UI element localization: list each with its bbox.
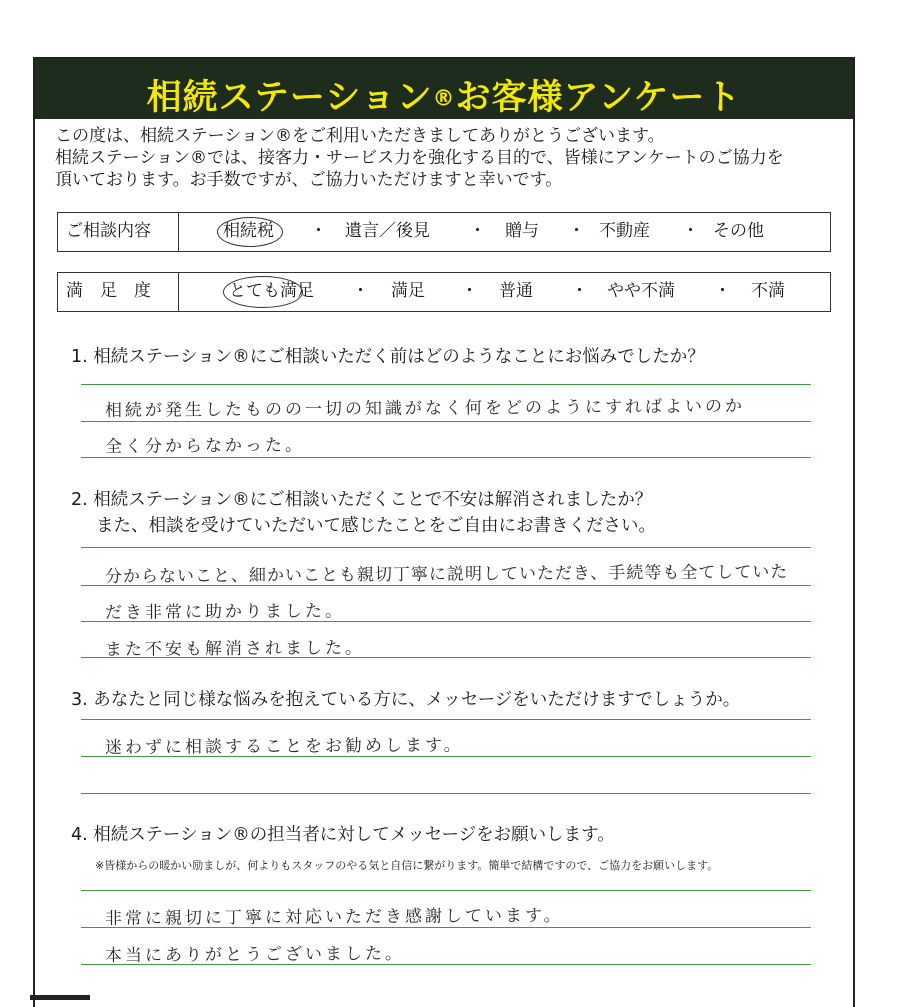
consultation-option-other[interactable]: その他: [713, 221, 764, 241]
answer-4-line-2: 本当にありがとうございました。: [104, 943, 406, 966]
question-number: 1.: [71, 347, 88, 367]
separator-dot: ・: [682, 221, 699, 241]
answer-rule-line: [81, 657, 811, 658]
intro-line-1: この度は、相続ステーション®をご利用いただきましてありがとうございます。: [55, 126, 665, 146]
answer-rule-line: [81, 421, 811, 422]
consultation-type-box: [57, 212, 831, 252]
question-4: [71, 822, 615, 848]
separator-dot: ・: [469, 221, 486, 241]
separator-dot: ・: [568, 221, 585, 241]
selected-circle-mark: [217, 217, 283, 247]
answer-rule-line: [81, 547, 811, 548]
question-2: [71, 487, 656, 539]
answer-rule-line: [81, 927, 811, 928]
question-number: 4.: [71, 825, 88, 845]
consultation-option-will[interactable]: 遺言／後見: [345, 221, 430, 241]
answer-rule-line: [81, 719, 811, 720]
answer-3-line-1: 迷わずに相談することをお勧めします。: [104, 735, 464, 758]
question-number: 2.: [71, 490, 88, 510]
satisfaction-options: [179, 273, 830, 311]
intro-text: [55, 125, 845, 191]
satisfaction-box: [57, 272, 831, 312]
satisfaction-option-neutral[interactable]: 普通: [499, 281, 533, 301]
consultation-options: [179, 213, 830, 251]
answer-rule-line: [81, 756, 811, 757]
title-suffix: お客様アンケート: [455, 78, 742, 118]
answer-rule-line: [81, 457, 811, 458]
separator-dot: ・: [352, 281, 369, 301]
question-text: 相続ステーション®の担当者に対してメッセージをお願いします。: [93, 825, 615, 845]
selected-circle-mark: [223, 276, 303, 308]
answer-2-line-1: 分からないこと、細かいことも親切丁寧に説明していただき、手続等も全てしていた: [104, 562, 789, 587]
satisfaction-option-somewhat-dissatisfied[interactable]: やや不満: [607, 281, 675, 301]
answer-1-line-1: 相続が発生したものの一切の知識がなく何をどのようにすればよいのか: [104, 396, 746, 421]
question-3: [71, 687, 740, 713]
question-number: 3.: [71, 690, 88, 710]
satisfaction-option-very-satisfied[interactable]: とても満足: [229, 281, 314, 301]
title-main: 相続ステーション: [146, 78, 433, 118]
question-text: あなたと同じ様な悩みを抱えている方に、メッセージをいただけますでしょうか。: [93, 690, 741, 710]
answer-2-line-2: だき非常に助かりました。: [104, 601, 346, 623]
question-text: 相続ステーション®にご相談いただく前はどのようなことにお悩みでしたか？: [93, 347, 705, 367]
consultation-label: ご相談内容: [58, 213, 179, 251]
answer-rule-line: [81, 890, 811, 891]
answer-rule-line: [81, 621, 811, 622]
answer-rule-line: [81, 964, 811, 965]
answer-rule-line: [81, 793, 811, 794]
consultation-option-inheritance-tax[interactable]: 相続税: [223, 221, 274, 241]
separator-dot: ・: [714, 281, 731, 301]
answer-1-line-2: 全く分からなかった。: [104, 435, 306, 457]
intro-line-3: 頂いております。お手数ですが、ご協力いただけますと幸いです。: [55, 170, 563, 190]
registered-mark: ®: [432, 86, 456, 112]
footer-mark: [30, 995, 90, 1000]
question-4-note: ※皆様からの暖かい励ましが、何よりもスタッフのやる気と自信に繋がります。簡単で結構ですので、ご協力をお願いします。: [95, 859, 719, 872]
satisfaction-option-dissatisfied[interactable]: 不満: [751, 281, 785, 301]
answer-4-line-1: 非常に親切に丁寧に対応いただき感謝しています。: [104, 905, 564, 929]
answer-2-line-3: また不安も解消されました。: [104, 638, 366, 660]
consultation-option-gift[interactable]: 贈与: [505, 221, 539, 241]
answer-rule-line: [81, 384, 811, 385]
question-text-2: また、相談を受けていただいて感じたことをご自由にお書きください。: [96, 516, 656, 536]
survey-sheet: [33, 57, 855, 1007]
satisfaction-option-satisfied[interactable]: 満足: [391, 281, 425, 301]
satisfaction-label: 満 足 度: [58, 273, 179, 311]
consultation-option-real-estate[interactable]: 不動産: [599, 221, 650, 241]
question-1: [71, 344, 705, 370]
intro-line-2: 相続ステーション®では、接客力・サービス力を強化する目的で、皆様にアンケートのご協力を: [55, 148, 784, 168]
answer-rule-line: [81, 585, 811, 586]
header-banner: [35, 59, 853, 119]
separator-dot: ・: [571, 281, 588, 301]
question-text: 相続ステーション®にご相談いただくことで不安は解消されましたか？: [93, 490, 653, 510]
page-title: [35, 70, 853, 120]
separator-dot: ・: [461, 281, 478, 301]
separator-dot: ・: [310, 221, 327, 241]
